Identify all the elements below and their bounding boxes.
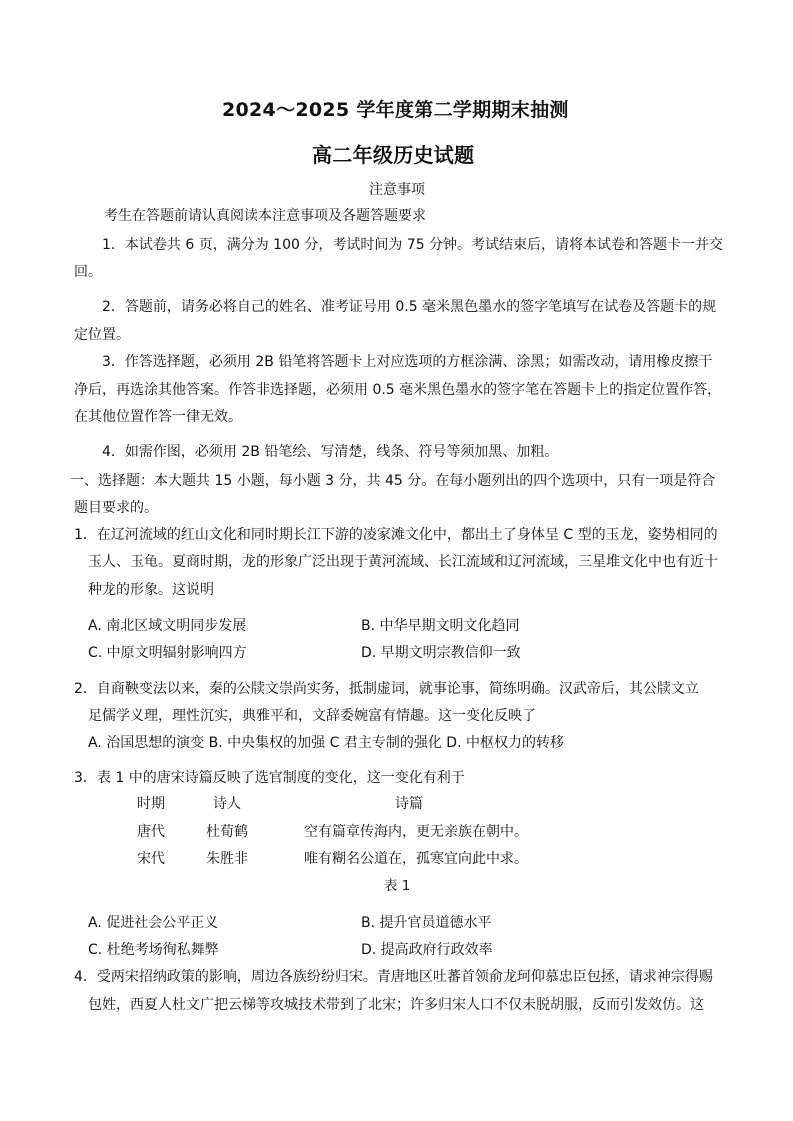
notice-intro: 考生在答题前请认真阅读本注意事项及各题答题要求 bbox=[104, 208, 426, 224]
question-2-options: A. 治国思想的演变 B. 中央集权的加强 C 君主专制的强化 D. 中枢权力的转移 bbox=[88, 735, 564, 751]
table-row-2-poem: 唯有糊名公道在，孤寒宜向此中求。 bbox=[304, 851, 528, 867]
question-3-option-a: A. 促进社会公平正义 bbox=[88, 915, 219, 931]
table-header-period: 时期 bbox=[137, 796, 165, 812]
question-1-option-d: D. 早期文明宗教信仰一致 bbox=[361, 645, 521, 661]
table-row-2-poet: 朱胜非 bbox=[206, 851, 248, 867]
notice-heading: 注意事项 bbox=[369, 182, 425, 198]
question-3-option-b: B. 提升官员道德水平 bbox=[361, 915, 492, 931]
question-2-line-1: 2．自商鞅变法以来，秦的公牍文崇尚实务，抵制虚词，就事论事，简练明确。汉武帝后，其公牍文立 bbox=[74, 681, 699, 697]
exam-subtitle: 高二年级历史试题 bbox=[312, 143, 475, 167]
notice-item-3-line-2: 净后，再选涂其他答案。作答非选择题，必须用 0.5 毫米黑色墨水的签字笔在答题卡上的指定位置作答， bbox=[74, 382, 722, 398]
question-4-line-1: 4．受两宋招纳政策的影响，周边各族纷纷归宋。青唐地区吐蕃首领俞龙珂仰慕忠臣包拯，请求神宗得赐 bbox=[74, 969, 713, 985]
table-header-poet: 诗人 bbox=[213, 796, 241, 812]
question-4-line-2: 包姓，西夏人杜文广把云梯等攻城技术带到了北宋；许多归宋人口不仅未脱胡服，反而引发效仿。这 bbox=[88, 997, 704, 1013]
section-1-line-2: 题目要求的。 bbox=[74, 500, 158, 516]
question-1-option-c: C. 中原文明辐射影响四方 bbox=[88, 645, 247, 661]
question-1-option-b: B. 中华早期文明文化趋同 bbox=[361, 618, 520, 634]
notice-item-3-line-3: 在其他位置作答一律无效。 bbox=[74, 409, 242, 425]
question-2-line-2: 足儒学义理，理性沉实，典雅平和，文辞委婉富有情趣。这一变化反映了 bbox=[88, 708, 536, 724]
table-caption: 表 1 bbox=[384, 878, 411, 894]
notice-item-2-line-2: 定位置。 bbox=[74, 327, 130, 343]
section-1-line-1: 一、选择题：本大题共 15 小题，每小题 3 分，共 45 分。在每小题列出的四个选项中，只有一项是符合 bbox=[70, 473, 716, 489]
question-3-stem: 3．表 1 中的唐宋诗篇反映了选官制度的变化，这一变化有利于 bbox=[74, 770, 465, 786]
question-3-option-c: C. 杜绝考场徇私舞弊 bbox=[88, 942, 219, 958]
exam-title: 2024～2025 学年度第二学期期末抽测 bbox=[222, 99, 569, 121]
question-1-line-1: 1．在辽河流域的红山文化和同时期长江下游的凌家滩文化中，都出土了身体呈 C 型的玉龙，姿势相同的 bbox=[74, 527, 718, 543]
table-header-poem: 诗篇 bbox=[395, 796, 423, 812]
notice-item-2-line-1: 2．答题前，请务必将自己的姓名、准考证号用 0.5 毫米黑色墨水的签字笔填写在试卷及答题卡的规 bbox=[102, 299, 717, 315]
notice-item-1-line-2: 回。 bbox=[74, 264, 102, 280]
question-1-line-2: 玉人、玉龟。夏商时期，龙的形象广泛出现于黄河流域、长江流域和辽河流域，三星堆文化中也有近十 bbox=[88, 554, 718, 570]
table-row-1-poem: 空有篇章传海内，更无亲族在朝中。 bbox=[304, 824, 528, 840]
question-1-line-3: 种龙的形象。这说明 bbox=[88, 582, 214, 598]
question-3-option-d: D. 提高政府行政效率 bbox=[361, 942, 493, 958]
notice-item-3-line-1: 3．作答选择题，必须用 2B 铅笔将答题卡上对应选项的方框涂满、涂黑；如需改动，请用橡皮擦干 bbox=[102, 354, 713, 370]
notice-item-4: 4．如需作图，必须用 2B 铅笔绘、写清楚，线条、符号等须加黑、加粗。 bbox=[102, 444, 559, 460]
table-row-1-period: 唐代 bbox=[137, 824, 165, 840]
notice-item-1-line-1: 1．本试卷共 6 页，满分为 100 分，考试时间为 75 分钟。考试结束后，请将本试卷和答题卡一并交 bbox=[102, 237, 724, 253]
table-row-2-period: 宋代 bbox=[137, 851, 165, 867]
table-row-1-poet: 杜荀鹤 bbox=[206, 824, 248, 840]
question-1-option-a: A. 南北区域文明同步发展 bbox=[88, 618, 247, 634]
